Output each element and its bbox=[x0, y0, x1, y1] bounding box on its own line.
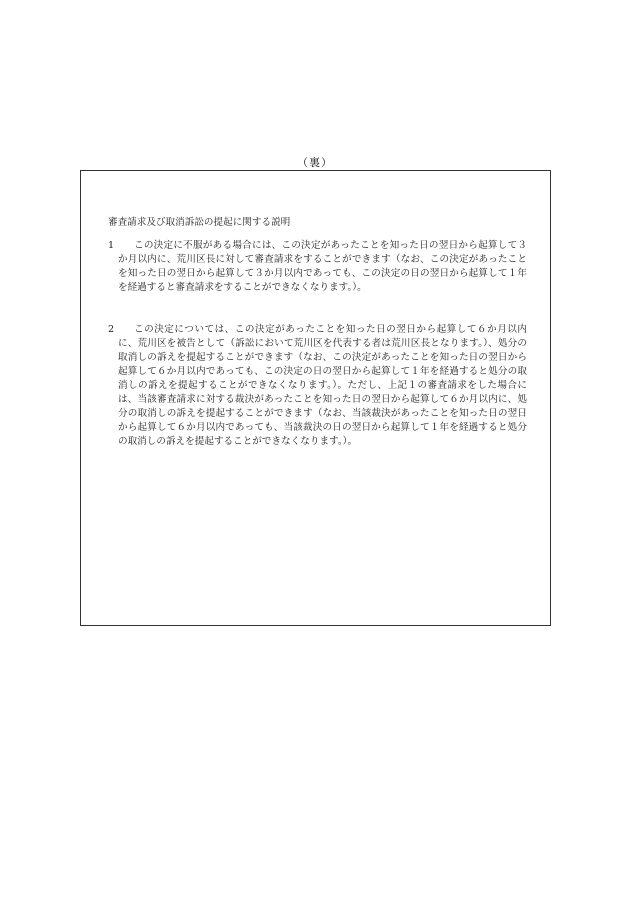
item-text: この決定については、この決定があったことを知った日の翌日から起算して６か月以内に、荒川区を被告として（訴訟において荒川区を代表する者は荒川区長となります。）、処分の取消しの訴えを提起することができます（なお、この決定があったことを知った日の翌日から起算して６か月以内であっても、この決定の日の翌日から起算して１年を経過すると処分の取消しの訴えを提起することができなくなります。）。ただし、上記１の審査請求をした場合には、当該審査請求に対する裁決があったことを知った日の翌日から起算して６か月以内に、処分の取消しの訴えを提起することができます（なお、当該裁決があったことを知った日の翌日から起算して６か月以内であっても、当該裁決の日の翌日から起算して１年を経過すると処分の取消しの訴えを提起することができなくなります。）。 bbox=[118, 324, 527, 447]
item-number: 2 bbox=[108, 324, 115, 335]
page-label: （裏） bbox=[297, 156, 333, 169]
section-heading: 審査請求及び取消訴訟の提起に関する説明 bbox=[108, 217, 291, 228]
explanation-box bbox=[80, 170, 551, 626]
item-text: この決定に不服がある場合には、この決定があったことを知った日の翌日から起算して３か月以内に、荒川区長に対して審査請求をすることができます（なお、この決定があったことを知った日の翌日から起算して３か月以内であっても、この決定の日の翌日から起算して１年を経過すると審査請求をすることができなくなります。）。 bbox=[118, 240, 527, 293]
item-number: 1 bbox=[108, 240, 115, 251]
explanation-item-2 bbox=[108, 323, 527, 449]
explanation-item-1 bbox=[108, 239, 527, 295]
